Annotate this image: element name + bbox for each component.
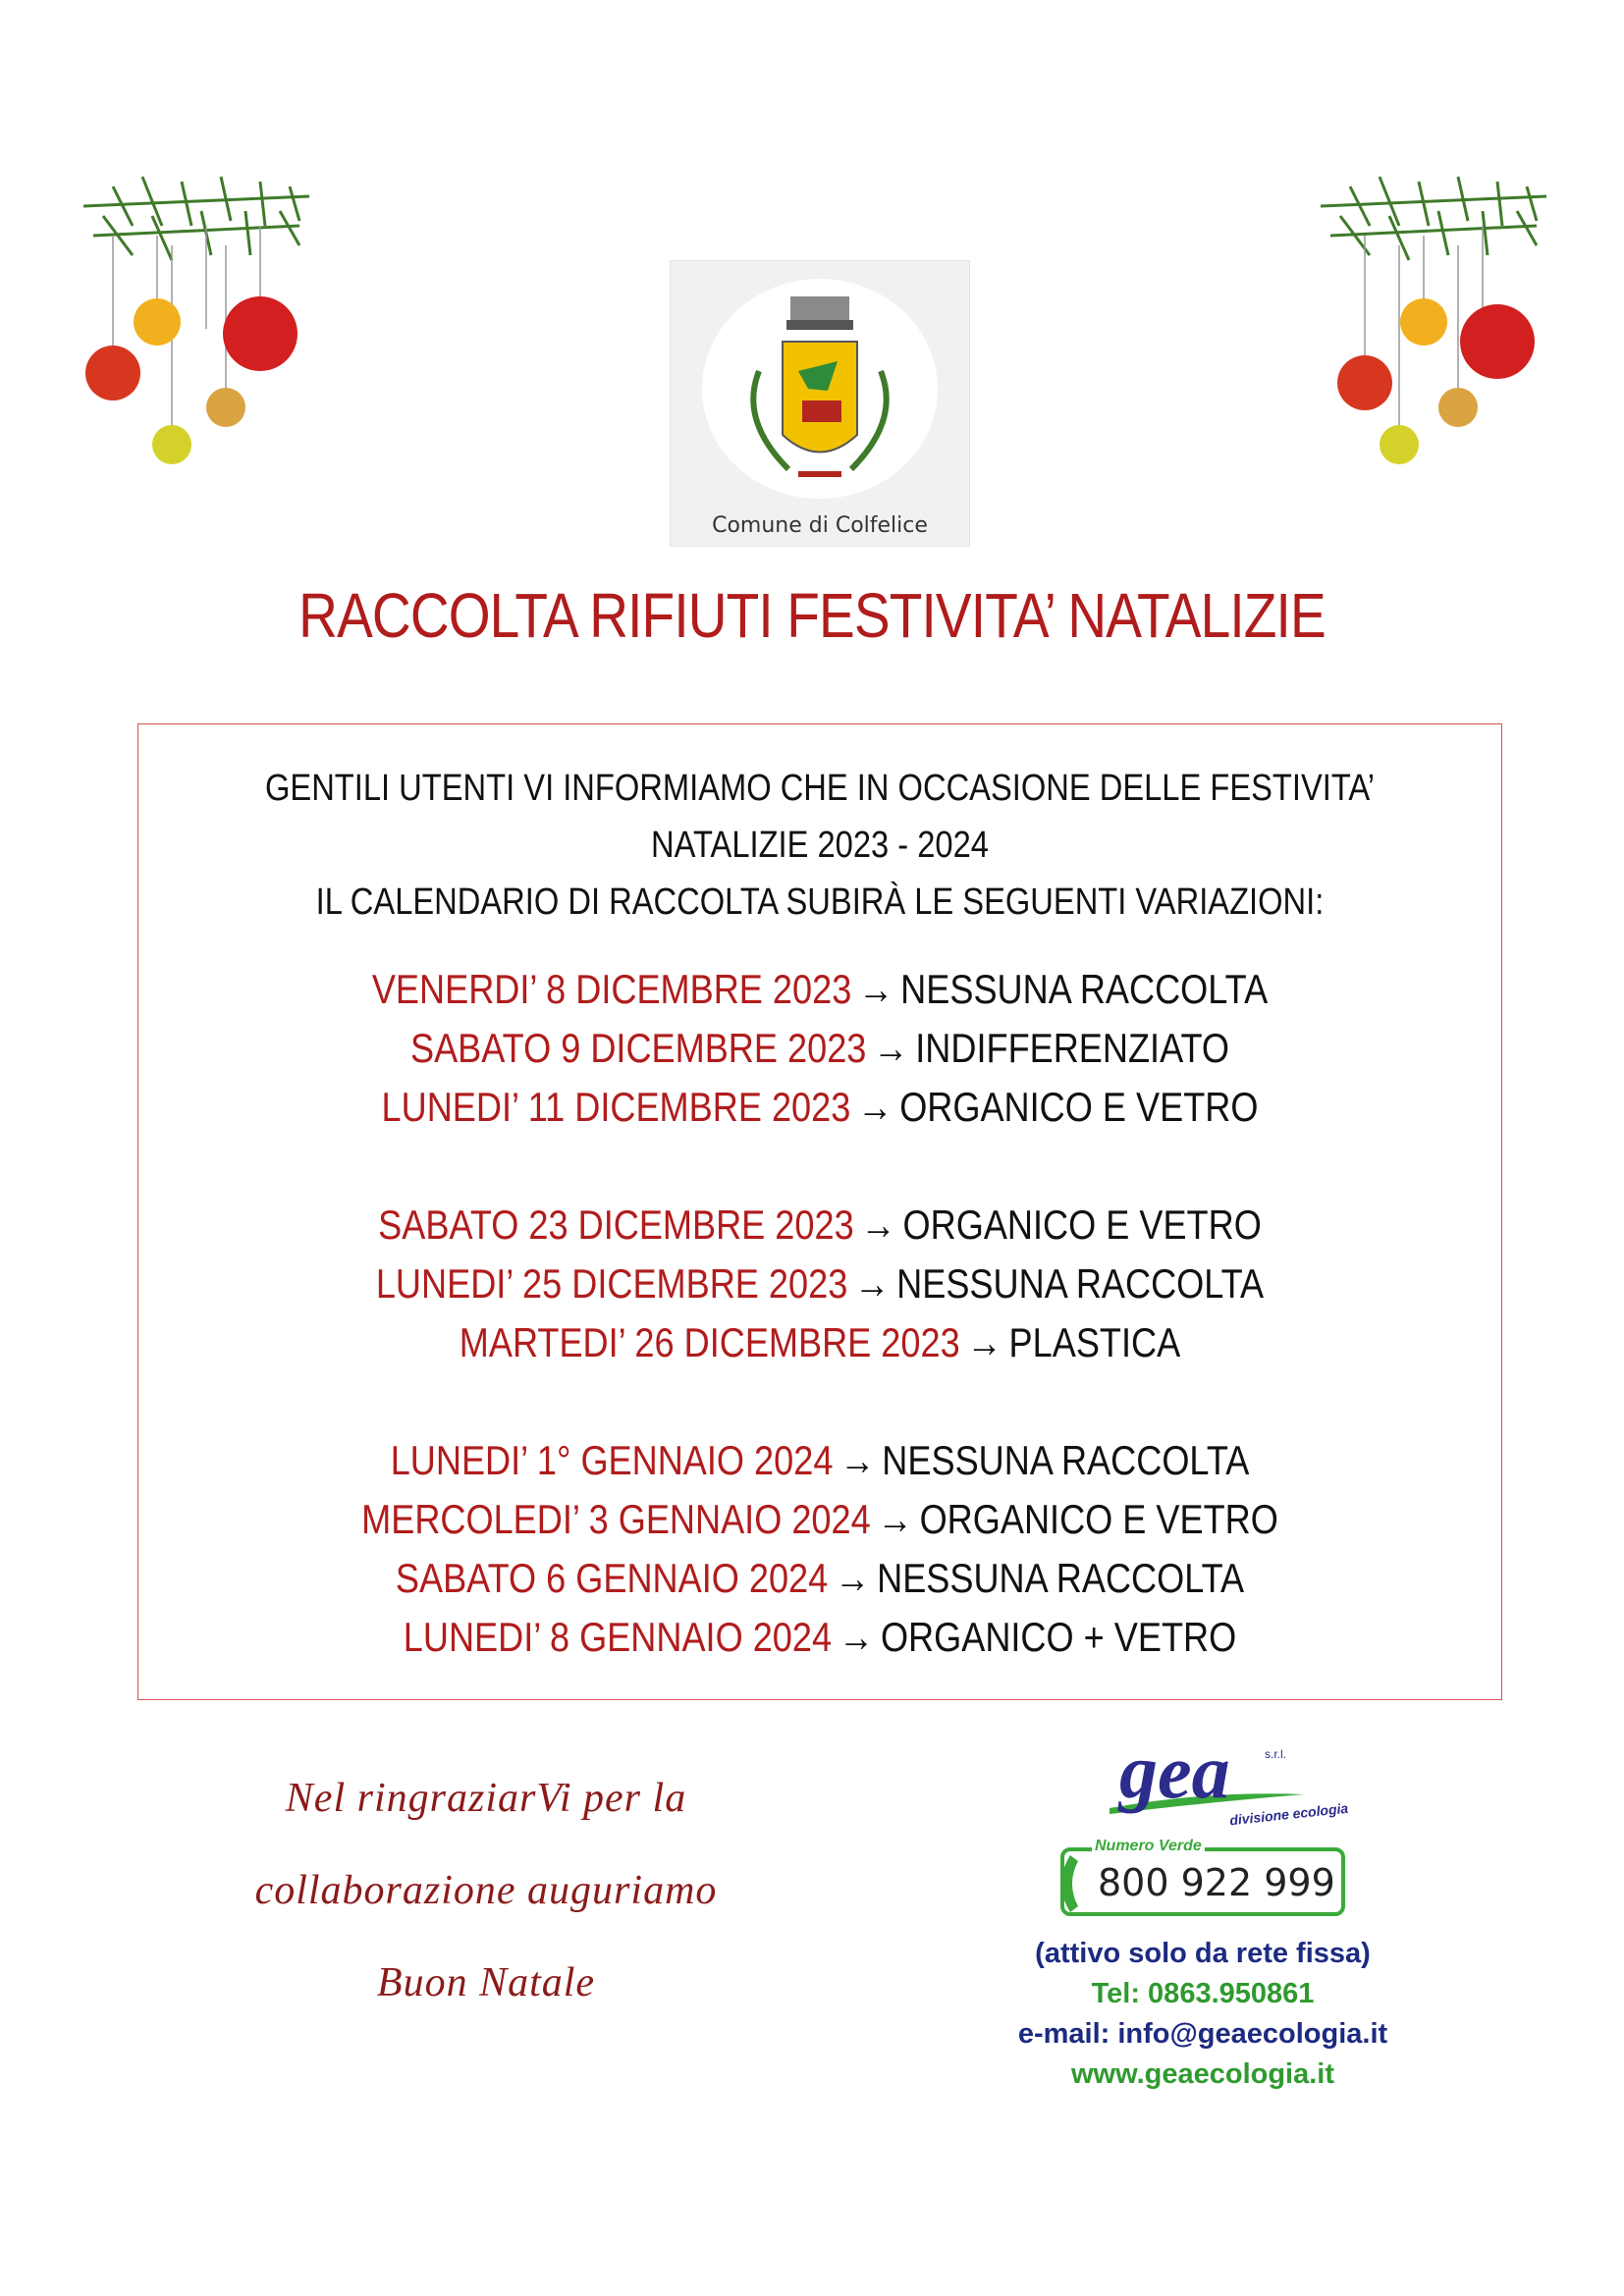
schedule-service: INDIFFERENZIATO [915,1025,1230,1071]
schedule-date: VENERDI’ 8 DICEMBRE 2023 [371,966,852,1012]
gea-logo-division: divisione ecologia [1228,1799,1349,1829]
schedule-date: SABATO 9 DICEMBRE 2023 [409,1025,867,1071]
arrow-icon: → [854,1260,891,1307]
greeting-text [172,1752,800,2029]
arrow-icon: → [839,1437,876,1483]
schedule-row [234,1196,1406,1255]
gea-logo-srl: s.r.l. [1265,1747,1287,1761]
christmas-ornament-right [1311,167,1566,481]
schedule-service: NESSUNA RACCOLTA [900,966,1269,1012]
schedule-row [234,960,1406,1019]
telephone: Tel: 0863.950861 [1091,1978,1315,2009]
schedule-service: NESSUNA RACCOLTA [896,1260,1265,1307]
schedule-service: PLASTICA [1008,1319,1181,1365]
schedule-service: ORGANICO + VETRO [880,1614,1237,1660]
schedule-service: ORGANICO E VETRO [919,1496,1278,1542]
pine-baubles-icon [74,167,329,481]
company-contact [972,1728,1434,2095]
christmas-ornament-left [74,167,329,481]
arrow-icon: → [966,1319,1002,1365]
schedule-date: LUNEDI’ 8 GENNAIO 2024 [403,1614,833,1660]
arrow-icon: → [877,1496,913,1542]
arrow-icon: → [860,1201,896,1248]
schedule-date: MERCOLEDI’ 3 GENNAIO 2024 [361,1496,871,1542]
greeting-line: collaborazione auguriamo [254,1868,718,1913]
arrow-icon: → [858,966,894,1012]
schedule-list [234,960,1406,1667]
intro-line: NATALIZIE 2023 - 2024 [651,825,989,866]
schedule-date: LUNEDI’ 25 DICEMBRE 2023 [375,1260,848,1307]
schedule-row [234,1078,1406,1137]
schedule-row [234,1255,1406,1313]
schedule-date: LUNEDI’ 1° GENNAIO 2024 [390,1437,834,1483]
gea-logo-word: gea [1119,1729,1230,1814]
schedule-service: NESSUNA RACCOLTA [877,1555,1245,1601]
phone-handset-icon [1051,1853,1080,1914]
gea-logo [972,1728,1434,1829]
arrow-icon: → [873,1025,909,1071]
greeting-line: Buon Natale [376,1960,596,2005]
schedule-service: ORGANICO E VETRO [899,1084,1259,1130]
schedule-date: SABATO 23 DICEMBRE 2023 [378,1201,854,1248]
schedule-row [234,1431,1406,1490]
phone-note: (attivo solo da rete fissa) [1035,1938,1371,1969]
crest-caption: Comune di Colfelice [712,513,928,538]
schedule-date: MARTEDI’ 26 DICEMBRE 2023 [459,1319,960,1365]
schedule-date: SABATO 6 GENNAIO 2024 [395,1555,829,1601]
toll-free-box [1060,1838,1345,1916]
schedule-row [234,1608,1406,1667]
pine-baubles-icon [1311,167,1566,481]
website-link[interactable]: www.geaecologia.it [1070,2058,1335,2090]
schedule-row [234,1019,1406,1078]
schedule-row [234,1313,1406,1372]
schedule-row [234,1490,1406,1549]
toll-free-label: Numero Verde [1092,1838,1205,1855]
schedule-service: ORGANICO E VETRO [902,1201,1262,1248]
schedule-row [234,1549,1406,1608]
arrow-icon: → [857,1084,893,1130]
intro-line: IL CALENDARIO DI RACCOLTA SUBIRÀ LE SEGUENTI VARIAZIONI: [315,881,1325,923]
greeting-line: Nel ringraziarVi per la [285,1776,687,1821]
toll-free-number: 800 922 999 [1098,1861,1335,1904]
arrow-icon: → [835,1555,871,1601]
intro-text [234,760,1406,931]
municipal-crest [670,260,970,547]
coat-of-arms-icon [700,273,940,499]
intro-line: GENTILI UTENTI VI INFORMIAMO CHE IN OCCASIONE DELLE FESTIVITA’ [264,768,1376,809]
notice-box [137,723,1502,1700]
schedule-date: LUNEDI’ 11 DICEMBRE 2023 [381,1084,851,1130]
email[interactable]: e-mail: info@geaecologia.it [1017,2018,1388,2050]
arrow-icon: → [838,1614,875,1660]
schedule-service: NESSUNA RACCOLTA [882,1437,1250,1483]
page-title: RACCOLTA RIFIUTI FESTIVITA’ NATALIZIE [298,580,1326,651]
